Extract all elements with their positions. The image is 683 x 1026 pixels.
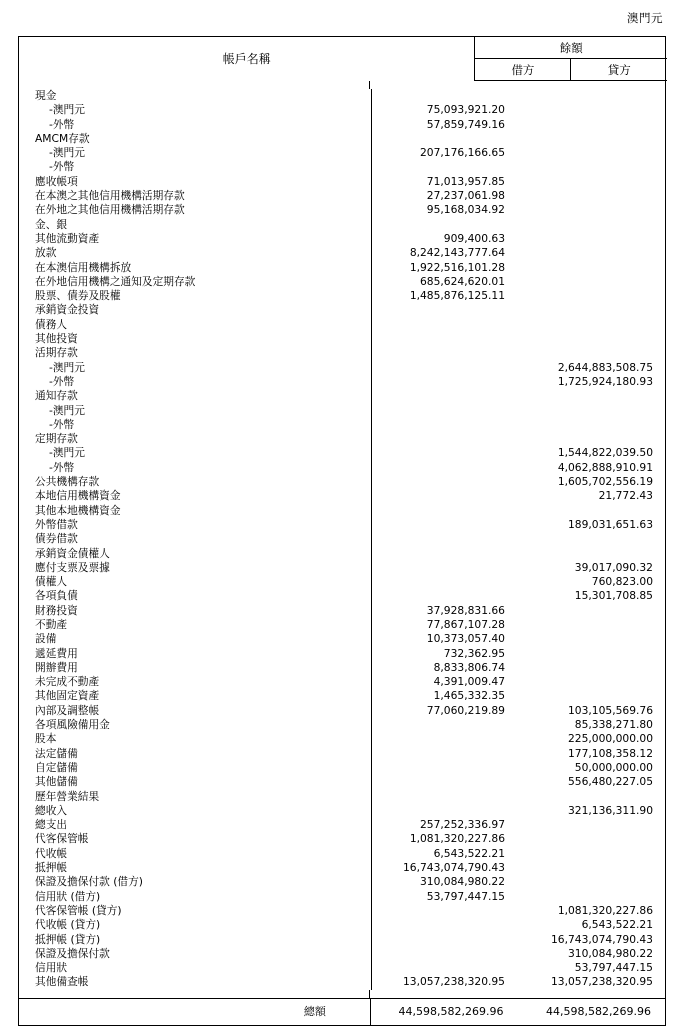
- table-row: [19, 832, 667, 846]
- row-credit-amount: [519, 346, 667, 360]
- row-credit-amount: [519, 146, 667, 160]
- row-debit-amount: [371, 89, 519, 103]
- row-debit-amount: [371, 947, 519, 961]
- row-debit-amount: [371, 361, 519, 375]
- row-credit-amount: [519, 203, 667, 217]
- row-account-name: 代客保管帳: [35, 832, 89, 846]
- row-debit-amount: [371, 346, 519, 360]
- table-row: [19, 861, 667, 875]
- balance-sheet-table: [18, 36, 666, 1026]
- row-account-name: 其他備查帳: [35, 975, 89, 989]
- row-account-name: 總收入: [35, 803, 68, 817]
- row-debit-amount: 71,013,957.85: [371, 175, 519, 189]
- row-account-name: 本地信用機構資金: [35, 489, 121, 503]
- row-credit-amount: [519, 818, 667, 832]
- row-account-name: 應付支票及票據: [35, 560, 110, 574]
- row-account-name: -澳門元: [49, 403, 85, 417]
- table-row: [19, 189, 667, 203]
- table-row: [19, 890, 667, 904]
- row-account-name: 代收帳: [35, 846, 68, 860]
- table-row: [19, 775, 667, 789]
- table-row: [19, 575, 667, 589]
- row-credit-amount: 85,338,271.80: [574, 718, 653, 732]
- row-debit-amount: 257,252,336.97: [371, 818, 519, 832]
- row-debit-amount: [371, 747, 519, 761]
- row-credit-amount: 53,797,447.15: [574, 961, 653, 975]
- table-row: [19, 203, 667, 217]
- row-account-name: 承銷資金投資: [35, 303, 100, 317]
- row-debit-amount: [371, 332, 519, 346]
- row-account-name: AMCM存款: [35, 131, 90, 145]
- row-debit-amount: [371, 218, 519, 232]
- table-row: [19, 175, 667, 189]
- row-credit-amount: [519, 318, 667, 332]
- row-debit-amount: [371, 418, 519, 432]
- table-row: [19, 918, 667, 932]
- table-row: [19, 275, 667, 289]
- table-row: [19, 504, 667, 518]
- row-credit-amount: 103,105,569.76: [568, 703, 653, 717]
- table-row: [19, 246, 667, 260]
- row-debit-amount: 57,859,749.16: [371, 118, 519, 132]
- row-credit-amount: 310,084,980.22: [568, 946, 653, 960]
- header-account-name-cell: [19, 37, 475, 81]
- row-debit-amount: 685,624,620.01: [371, 275, 519, 289]
- row-debit-amount: 1,465,332.35: [371, 689, 519, 703]
- row-account-name: 其他固定資產: [35, 689, 100, 703]
- row-account-name: -外幣: [49, 117, 75, 131]
- row-credit-amount: 15,301,708.85: [574, 589, 653, 603]
- table-row: [19, 732, 667, 746]
- row-account-name: 抵押帳 (貸方): [35, 932, 101, 946]
- table-row: [19, 132, 667, 146]
- row-credit-amount: [519, 861, 667, 875]
- row-debit-amount: 10,373,057.40: [371, 632, 519, 646]
- row-debit-amount: 1,485,876,125.11: [371, 289, 519, 303]
- row-debit-amount: [371, 504, 519, 518]
- row-debit-amount: [371, 575, 519, 589]
- row-debit-amount: 310,084,980.22: [371, 875, 519, 889]
- row-account-name: 自定儲備: [35, 760, 78, 774]
- row-credit-amount: [519, 332, 667, 346]
- row-debit-amount: [371, 404, 519, 418]
- table-row: [19, 446, 667, 460]
- row-credit-amount: [519, 890, 667, 904]
- row-account-name: -外幣: [49, 160, 75, 174]
- table-row: [19, 432, 667, 446]
- row-credit-amount: [519, 261, 667, 275]
- row-credit-amount: [519, 504, 667, 518]
- row-account-name: 各項負債: [35, 589, 78, 603]
- row-credit-amount: [519, 103, 667, 117]
- row-account-name: 法定儲備: [35, 746, 78, 760]
- row-credit-amount: [519, 790, 667, 804]
- row-debit-amount: [371, 961, 519, 975]
- total-credit: 44,598,582,269.96: [546, 1004, 651, 1018]
- row-debit-amount: [371, 918, 519, 932]
- row-debit-amount: [371, 775, 519, 789]
- row-credit-amount: 177,108,358.12: [568, 746, 653, 760]
- row-debit-amount: [371, 718, 519, 732]
- row-credit-amount: [519, 532, 667, 546]
- row-account-name: -外幣: [49, 417, 75, 431]
- row-account-name: 其他流動資產: [35, 231, 100, 245]
- row-credit-amount: 39,017,090.32: [574, 560, 653, 574]
- row-account-name: 代收帳 (貸方): [35, 918, 101, 932]
- table-row: [19, 689, 667, 703]
- row-account-name: 其他投資: [35, 332, 78, 346]
- row-debit-amount: 207,176,166.65: [371, 146, 519, 160]
- row-credit-amount: 225,000,000.00: [568, 732, 653, 746]
- row-debit-amount: [371, 489, 519, 503]
- table-row: [19, 389, 667, 403]
- row-account-name: 應收帳項: [35, 174, 78, 188]
- row-account-name: 承銷資金債權人: [35, 546, 110, 560]
- table-row: [19, 761, 667, 775]
- table-row: [19, 475, 667, 489]
- table-row: [19, 361, 667, 375]
- table-row: [19, 875, 667, 889]
- row-credit-amount: 321,136,311.90: [568, 803, 653, 817]
- table-row: [19, 375, 667, 389]
- table-row: [19, 332, 667, 346]
- row-account-name: 內部及調整帳: [35, 703, 100, 717]
- row-debit-amount: [371, 432, 519, 446]
- table-row: [19, 704, 667, 718]
- row-credit-amount: 13,057,238,320.95: [551, 975, 653, 989]
- row-credit-amount: 6,543,522.21: [581, 918, 653, 932]
- row-account-name: 股本: [35, 732, 57, 746]
- row-credit-amount: 21,772.43: [598, 489, 653, 503]
- currency-note: 澳門元: [627, 11, 663, 25]
- row-account-name: 遞延費用: [35, 646, 78, 660]
- table-row: [19, 790, 667, 804]
- row-credit-amount: [519, 132, 667, 146]
- row-debit-amount: 4,391,009.47: [371, 675, 519, 689]
- row-account-name: 外幣借款: [35, 517, 78, 531]
- row-debit-amount: [371, 461, 519, 475]
- row-credit-amount: 4,062,888,910.91: [557, 460, 653, 474]
- header-credit: 貸方: [571, 59, 667, 81]
- table-row: [19, 261, 667, 275]
- table-row: [19, 661, 667, 675]
- row-credit-amount: [519, 232, 667, 246]
- header-account-name: 帳戶名稱: [222, 52, 271, 67]
- row-account-name: 債券借款: [35, 532, 78, 546]
- row-debit-amount: [371, 904, 519, 918]
- row-debit-amount: [371, 532, 519, 546]
- row-account-name: 活期存款: [35, 346, 78, 360]
- row-credit-amount: [519, 89, 667, 103]
- row-debit-amount: 75,093,921.20: [371, 103, 519, 117]
- table-row: [19, 804, 667, 818]
- row-credit-amount: [519, 647, 667, 661]
- row-debit-amount: [371, 318, 519, 332]
- row-account-name: 金、銀: [35, 217, 68, 231]
- row-account-name: 在本澳信用機構拆放: [35, 260, 132, 274]
- row-debit-amount: 77,060,219.89: [371, 704, 519, 718]
- row-credit-amount: 16,743,074,790.43: [551, 932, 653, 946]
- row-account-name: -澳門元: [49, 146, 85, 160]
- row-debit-amount: 8,833,806.74: [371, 661, 519, 675]
- row-account-name: 歷年營業結果: [35, 789, 100, 803]
- row-account-name: -澳門元: [49, 446, 85, 460]
- row-debit-amount: 16,743,074,790.43: [371, 861, 519, 875]
- row-debit-amount: [371, 589, 519, 603]
- table-row: [19, 118, 667, 132]
- row-account-name: 信用狀: [35, 961, 68, 975]
- row-credit-amount: [519, 160, 667, 174]
- table-row: [19, 747, 667, 761]
- row-debit-amount: 1,081,320,227.86: [371, 832, 519, 846]
- row-account-name: 信用狀 (借方): [35, 889, 101, 903]
- row-account-name: 其他本地機構資金: [35, 503, 121, 517]
- row-debit-amount: [371, 933, 519, 947]
- row-debit-amount: [371, 375, 519, 389]
- row-account-name: 現金: [35, 89, 57, 102]
- table-row: [19, 146, 667, 160]
- row-account-name: -澳門元: [49, 103, 85, 117]
- row-credit-amount: [519, 604, 667, 618]
- table-row: [19, 975, 667, 989]
- row-credit-amount: [519, 847, 667, 861]
- row-credit-amount: [519, 689, 667, 703]
- row-credit-amount: [519, 547, 667, 561]
- row-account-name: 在外地之其他信用機構活期存款: [35, 203, 185, 217]
- row-debit-amount: 732,362.95: [371, 647, 519, 661]
- table-row: [19, 933, 667, 947]
- row-credit-amount: [519, 404, 667, 418]
- row-debit-amount: [371, 389, 519, 403]
- row-debit-amount: [371, 761, 519, 775]
- table-row: [19, 618, 667, 632]
- row-debit-amount: [371, 132, 519, 146]
- table-row: [19, 489, 667, 503]
- row-credit-amount: 1,081,320,227.86: [557, 903, 653, 917]
- table-row: [19, 303, 667, 317]
- row-debit-amount: 95,168,034.92: [371, 203, 519, 217]
- row-account-name: 抵押帳: [35, 861, 68, 875]
- table-row: [19, 318, 667, 332]
- table-row: [19, 232, 667, 246]
- row-credit-amount: [519, 246, 667, 260]
- row-account-name: 不動產: [35, 617, 68, 631]
- row-debit-amount: 8,242,143,777.64: [371, 246, 519, 260]
- row-list: [19, 89, 667, 990]
- row-credit-amount: [519, 275, 667, 289]
- table-row: [19, 647, 667, 661]
- row-credit-amount: [519, 432, 667, 446]
- row-account-name: 放款: [35, 246, 57, 260]
- table-row: [19, 160, 667, 174]
- row-account-name: 未完成不動產: [35, 675, 100, 689]
- row-credit-amount: [519, 218, 667, 232]
- row-debit-amount: [371, 160, 519, 174]
- row-account-name: 開辦費用: [35, 660, 78, 674]
- table-row: [19, 103, 667, 117]
- table-row: [19, 518, 667, 532]
- row-account-name: 財務投資: [35, 603, 78, 617]
- row-debit-amount: [371, 518, 519, 532]
- row-account-name: 公共機構存款: [35, 475, 100, 489]
- table-row: [19, 346, 667, 360]
- row-credit-amount: 760,823.00: [591, 575, 653, 589]
- row-debit-amount: 6,543,522.21: [371, 847, 519, 861]
- table-body: [19, 81, 665, 998]
- table-row: [19, 89, 667, 103]
- table-row: [19, 547, 667, 561]
- table-row: [19, 461, 667, 475]
- table-row: [19, 847, 667, 861]
- row-debit-amount: [371, 561, 519, 575]
- row-credit-amount: 50,000,000.00: [574, 760, 653, 774]
- row-credit-amount: 2,644,883,508.75: [557, 360, 653, 374]
- row-debit-amount: 37,928,831.66: [371, 604, 519, 618]
- row-credit-amount: 189,031,651.63: [568, 517, 653, 531]
- row-debit-amount: [371, 446, 519, 460]
- row-account-name: 其他儲備: [35, 775, 78, 789]
- table-row: [19, 604, 667, 618]
- row-debit-amount: [371, 547, 519, 561]
- table-row: [19, 961, 667, 975]
- row-credit-amount: [519, 289, 667, 303]
- row-credit-amount: 1,725,924,180.93: [557, 374, 653, 388]
- row-credit-amount: [519, 118, 667, 132]
- row-account-name: -外幣: [49, 374, 75, 388]
- row-account-name: 股票、債券及股權: [35, 289, 121, 303]
- row-account-name: 設備: [35, 632, 57, 646]
- row-credit-amount: [519, 632, 667, 646]
- row-debit-amount: 13,057,238,320.95: [371, 975, 519, 989]
- row-account-name: 各項風險備用金: [35, 718, 110, 732]
- row-debit-amount: 1,922,516,101.28: [371, 261, 519, 275]
- row-debit-amount: [371, 475, 519, 489]
- row-credit-amount: 1,544,822,039.50: [557, 446, 653, 460]
- row-debit-amount: [371, 732, 519, 746]
- row-debit-amount: 909,400.63: [371, 232, 519, 246]
- row-account-name: -澳門元: [49, 360, 85, 374]
- row-credit-amount: 1,605,702,556.19: [557, 475, 653, 489]
- table-row: [19, 289, 667, 303]
- table-row: [19, 589, 667, 603]
- row-account-name: -外幣: [49, 460, 75, 474]
- row-credit-amount: [519, 661, 667, 675]
- table-header: [19, 37, 667, 81]
- table-row: [19, 818, 667, 832]
- row-debit-amount: [371, 303, 519, 317]
- total-debit: 44,598,582,269.96: [370, 999, 518, 1025]
- row-account-name: 保證及擔保付款 (借方): [35, 875, 143, 889]
- row-debit-amount: [371, 790, 519, 804]
- row-account-name: 在本澳之其他信用機構活期存款: [35, 189, 185, 203]
- row-account-name: 在外地信用機構之通知及定期存款: [35, 274, 196, 288]
- row-credit-amount: [519, 832, 667, 846]
- row-debit-amount: 27,237,061.98: [371, 189, 519, 203]
- row-credit-amount: 556,480,227.05: [568, 775, 653, 789]
- row-credit-amount: [519, 175, 667, 189]
- row-account-name: 總支出: [35, 818, 68, 832]
- row-credit-amount: [519, 303, 667, 317]
- row-debit-amount: [371, 804, 519, 818]
- table-row: [19, 532, 667, 546]
- row-credit-amount: [519, 189, 667, 203]
- row-account-name: 定期存款: [35, 432, 78, 446]
- table-row: [19, 632, 667, 646]
- header-balance: 餘額: [475, 37, 667, 59]
- table-row: [19, 675, 667, 689]
- row-account-name: 債權人: [35, 575, 68, 589]
- row-account-name: 債務人: [35, 317, 68, 331]
- body-top-spacer: [19, 81, 665, 89]
- table-row: [19, 404, 667, 418]
- total-label: 總額: [303, 1004, 326, 1018]
- row-credit-amount: [519, 675, 667, 689]
- row-account-name: 代客保管帳 (貸方): [35, 903, 122, 917]
- row-credit-amount: [519, 418, 667, 432]
- body-bottom-spacer: [19, 990, 665, 998]
- header-debit: 借方: [475, 59, 571, 81]
- table-row: [19, 418, 667, 432]
- row-debit-amount: 77,867,107.28: [371, 618, 519, 632]
- row-debit-amount: 53,797,447.15: [371, 890, 519, 904]
- table-row: [19, 947, 667, 961]
- table-row: [19, 904, 667, 918]
- row-account-name: 通知存款: [35, 389, 78, 403]
- row-account-name: 保證及擔保付款: [35, 946, 110, 960]
- row-credit-amount: [519, 389, 667, 403]
- table-row: [19, 718, 667, 732]
- table-row: [19, 218, 667, 232]
- row-credit-amount: [519, 875, 667, 889]
- row-credit-amount: [519, 618, 667, 632]
- table-row: [19, 561, 667, 575]
